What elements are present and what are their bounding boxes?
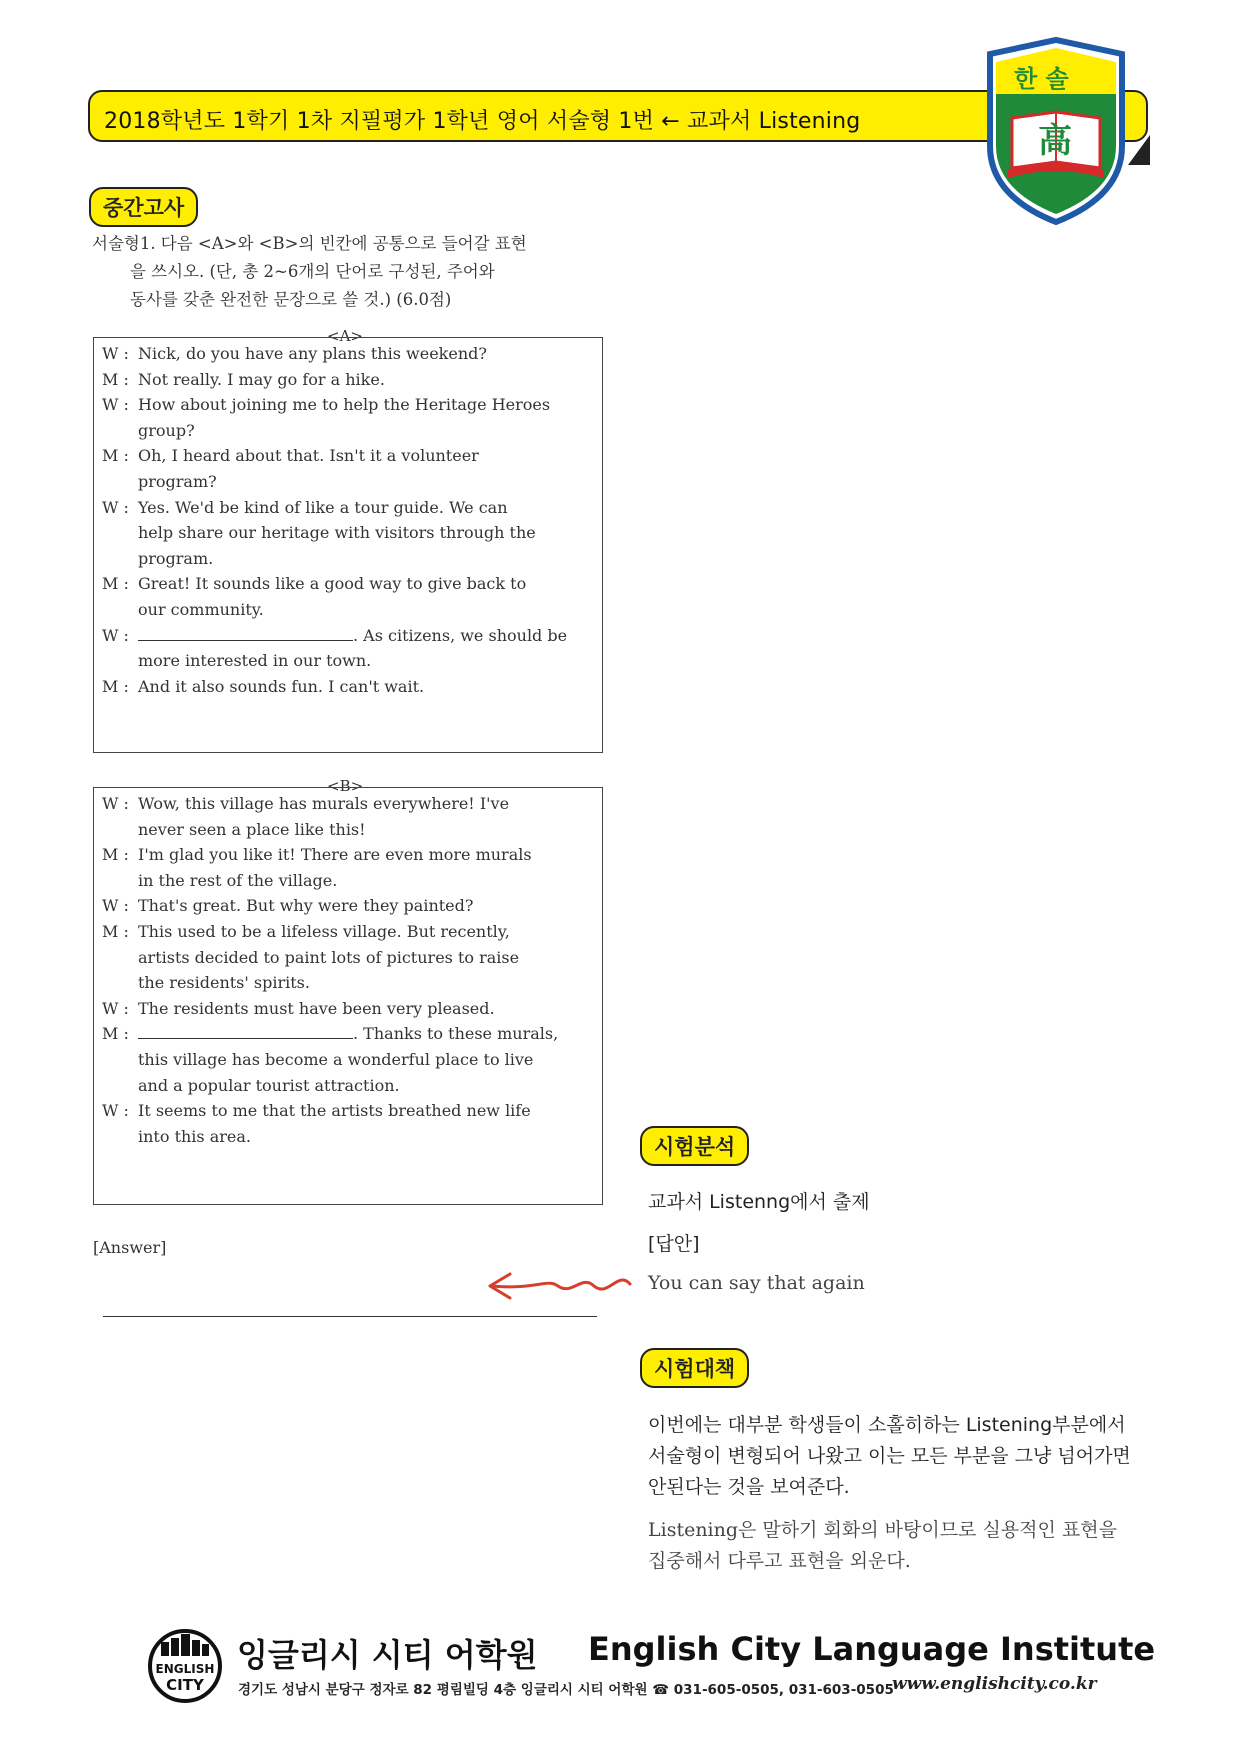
- academy-address: 경기도 성남시 분당구 정자로 82 평림빌딩 4층 잉글리시 시티 어학원 ☎ 031-605-0505, 031-603-0505: [238, 1682, 894, 1698]
- academy-logo-text: CITY: [166, 1676, 204, 1694]
- dialog-line: [102, 677, 424, 696]
- academy-url[interactable]: www.englishcity.co.kr: [892, 1674, 1097, 1694]
- speaker-label: W :: [102, 794, 129, 813]
- logo-center-char: 高: [1038, 121, 1072, 161]
- speaker-label: W :: [102, 395, 129, 415]
- question-line: 서술형1. 다음 <A>와 <B>의 빈칸에 공통으로 들어갈 표현: [92, 234, 527, 253]
- dialog-line: [102, 794, 509, 813]
- dialog-text: in the rest of the village.: [138, 870, 338, 890]
- dialog-text: Oh, I heard about that. Isn't it a volunteer: [138, 446, 479, 466]
- dialog-a-box: [93, 337, 603, 753]
- dialog-line: [102, 600, 264, 619]
- strategy-text: 집중해서 다루고 표현을 외운다.: [648, 1550, 911, 1572]
- dialog-text: . As citizens, we should be: [353, 625, 568, 645]
- dialog-line: [102, 446, 479, 465]
- dialog-text: program?: [138, 472, 217, 491]
- dialog-line: [102, 1024, 558, 1043]
- dialog-text: Wow, this village has murals everywhere! I've: [138, 794, 510, 813]
- dialog-line: [102, 421, 195, 440]
- dialog-text: Not really. I may go for a hike.: [138, 369, 385, 389]
- dialog-line: [102, 1101, 531, 1120]
- dialog-line: [102, 1050, 533, 1069]
- dialog-text: I'm glad you like it! There are even more murals: [138, 845, 532, 865]
- dialog-line: [102, 845, 532, 864]
- dialog-b-label: <B>: [321, 777, 369, 795]
- academy-logo-text: ENGLISH: [155, 1662, 215, 1676]
- academy-name-ko: 잉글리시 시티 어학원: [237, 1636, 538, 1674]
- dialog-line: [102, 344, 487, 363]
- speaker-label: W :: [102, 896, 129, 916]
- strategy-text: 서술형이 변형되어 나왔고 이는 모든 부분을 그냥 넘어가면: [648, 1445, 1131, 1467]
- analysis-source: 교과서 Listenng에서 출제: [648, 1191, 870, 1213]
- answer-label: [Answer]: [93, 1238, 167, 1257]
- speaker-label: W :: [102, 497, 129, 517]
- answer-line[interactable]: [103, 1316, 597, 1317]
- speaker-label: W :: [102, 998, 129, 1018]
- answer-blank[interactable]: [138, 626, 353, 641]
- dialog-text: never seen a place like this!: [138, 819, 366, 839]
- academy-name-en: English City Language Institute: [588, 1630, 1156, 1668]
- dialog-line: [102, 1127, 251, 1146]
- academy-logo: [147, 1628, 223, 1704]
- dialog-line: [102, 395, 550, 414]
- section-midterm-badge: 중간고사: [89, 187, 198, 227]
- speaker-label: M :: [102, 845, 129, 865]
- strategy-text: 이번에는 대부분 학생들이 소홀히하는 Listening부분에서: [648, 1414, 1126, 1436]
- dialog-text: Nick, do you have any plans this weekend?: [138, 344, 487, 363]
- banner-fold: [1128, 135, 1150, 165]
- dialog-text: How about joining me to help the Heritage Heroes: [138, 395, 551, 415]
- section-strategy-badge: 시험대책: [640, 1348, 749, 1388]
- dialog-text: this village has become a wonderful place to live: [138, 1050, 534, 1069]
- speaker-label: M :: [102, 446, 129, 466]
- section-analysis-badge: 시험분석: [640, 1126, 749, 1166]
- speaker-label: W :: [102, 344, 129, 363]
- dialog-line: [102, 472, 217, 491]
- dialog-line: [102, 523, 536, 542]
- dialog-text: help share our heritage with visitors through the: [138, 523, 536, 543]
- speaker-label: W :: [102, 625, 129, 645]
- page-title: 2018학년도 1학기 1차 지필평가 1학년 영어 서술형 1번 ← 교과서 Listening: [104, 109, 861, 134]
- school-logo: [982, 36, 1130, 226]
- speaker-label: M :: [102, 574, 129, 594]
- strategy-text: 안된다는 것을 보여준다.: [648, 1476, 850, 1498]
- dialog-line: [102, 999, 495, 1018]
- dialog-line: [102, 820, 366, 839]
- answer-blank[interactable]: [138, 1024, 353, 1039]
- answer-heading: [답안]: [648, 1233, 700, 1255]
- dialog-text: group?: [138, 420, 195, 440]
- speaker-label: W :: [102, 1101, 129, 1121]
- dialog-text: And it also sounds fun. I can't wait.: [138, 676, 425, 696]
- dialog-line: [102, 1076, 400, 1095]
- dialog-line: [102, 574, 526, 593]
- speaker-label: M :: [102, 922, 129, 941]
- question-text: [92, 230, 602, 314]
- dialog-line: [102, 549, 213, 568]
- arrow-left-icon: [484, 1266, 634, 1306]
- dialog-line: [102, 871, 337, 890]
- dialog-text: our community.: [138, 600, 264, 619]
- dialog-line: [102, 498, 508, 517]
- dialog-b-box: [93, 787, 603, 1205]
- speaker-label: M :: [102, 1024, 129, 1044]
- dialog-line: [102, 896, 473, 915]
- dialog-text: Yes. We'd be kind of like a tour guide. We can: [138, 497, 508, 517]
- dialog-text: more interested in our town.: [138, 651, 372, 671]
- dialog-text: It seems to me that the artists breathed new life: [138, 1101, 531, 1121]
- dialog-text: The residents must have been very pleased.: [138, 998, 495, 1018]
- answer-text: You can say that again: [648, 1272, 865, 1294]
- dialog-line: [102, 651, 371, 670]
- speaker-label: M :: [102, 676, 129, 696]
- dialog-line: [102, 626, 567, 645]
- dialog-text: the residents' spirits.: [138, 973, 310, 993]
- dialog-text: program.: [138, 548, 214, 568]
- dialog-line: [102, 948, 519, 967]
- dialog-text: This used to be a lifeless village. But recently,: [138, 922, 510, 941]
- dialog-text: . Thanks to these murals,: [353, 1024, 559, 1044]
- dialog-text: and a popular tourist attraction.: [138, 1075, 400, 1095]
- speaker-label: M :: [102, 369, 129, 389]
- question-line: 을 쓰시오. (단, 총 2~6개의 단어로 구성된, 주어와: [130, 262, 495, 281]
- dialog-text: That's great. But why were they painted?: [138, 896, 474, 916]
- dialog-a-label: <A>: [321, 327, 369, 345]
- dialog-text: into this area.: [138, 1126, 251, 1146]
- dialog-line: [102, 973, 310, 992]
- question-line: 동사를 갖춘 완전한 문장으로 쓸 것.) (6.0점): [130, 290, 452, 309]
- logo-top-text: 한 솔: [1014, 65, 1069, 93]
- dialog-text: artists decided to paint lots of pictures to raise: [138, 947, 520, 967]
- strategy-text: Listening은 말하기 회화의 바탕이므로 실용적인 표현을: [648, 1519, 1117, 1541]
- dialog-line: [102, 370, 385, 389]
- dialog-line: [102, 922, 510, 941]
- dialog-text: Great! It sounds like a good way to give back to: [138, 574, 527, 594]
